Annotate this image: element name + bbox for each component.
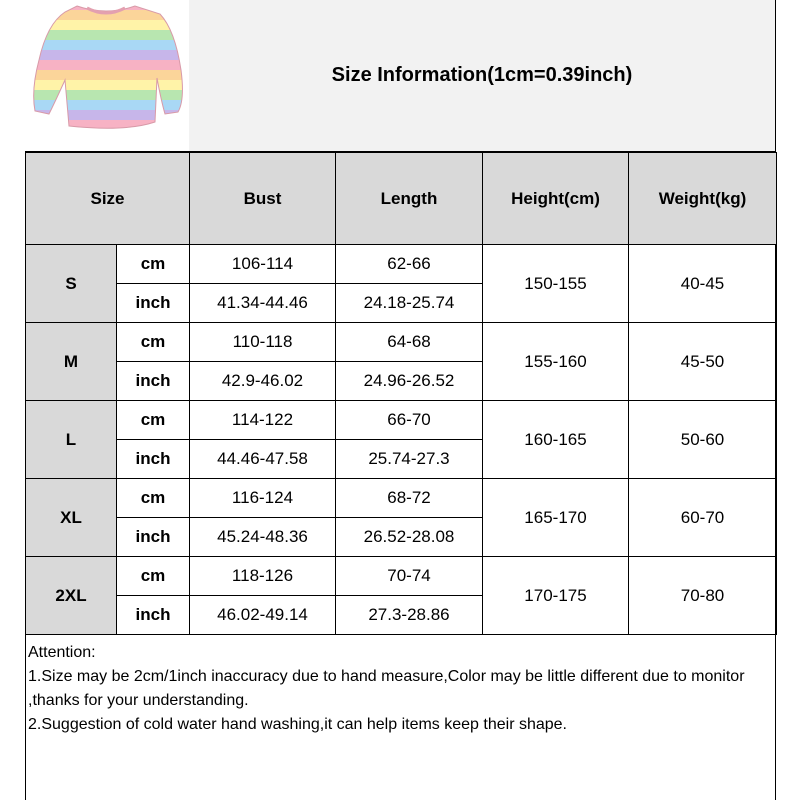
rainbow-sweatshirt-image: [25, 0, 188, 150]
weight-cell: 60-70: [629, 479, 777, 557]
length-cm-cell: 64-68: [336, 323, 483, 362]
unit-cm: cm: [117, 557, 190, 596]
page-title: Size Information(1cm=0.39inch): [331, 64, 633, 86]
unit-inch: inch: [117, 596, 190, 635]
stripe: [25, 90, 188, 100]
table-row: [26, 557, 777, 596]
size-label-2xl: 2XL: [26, 557, 117, 635]
stripe: [25, 80, 188, 90]
stripe: [25, 30, 188, 40]
bust-cm-cell: 118-126: [190, 557, 336, 596]
bust-cm-cell: 114-122: [190, 401, 336, 440]
size-label-m: M: [26, 323, 117, 401]
weight-cell: 40-45: [629, 245, 777, 323]
attention-notes: [28, 641, 773, 737]
stripe: [25, 60, 188, 70]
length-inch-cell: 24.96-26.52: [336, 362, 483, 401]
height-cell: 165-170: [483, 479, 629, 557]
height-cell: 150-155: [483, 245, 629, 323]
bust-cm-cell: 116-124: [190, 479, 336, 518]
table-row: [26, 245, 777, 284]
length-cm-cell: 62-66: [336, 245, 483, 284]
length-inch-cell: 24.18-25.74: [336, 284, 483, 323]
size-table: [25, 152, 777, 635]
height-cell: 170-175: [483, 557, 629, 635]
weight-cell: 45-50: [629, 323, 777, 401]
title-cell: [189, 0, 776, 152]
length-cm-cell: 66-70: [336, 401, 483, 440]
bust-cm-cell: 106-114: [190, 245, 336, 284]
bust-inch-cell: 44.46-47.58: [190, 440, 336, 479]
size-label-xl: XL: [26, 479, 117, 557]
size-label-l: L: [26, 401, 117, 479]
unit-cm: cm: [117, 401, 190, 440]
height-cell: 160-165: [483, 401, 629, 479]
unit-inch: inch: [117, 284, 190, 323]
bust-inch-cell: 42.9-46.02: [190, 362, 336, 401]
bust-cm-cell: 110-118: [190, 323, 336, 362]
col-header-bust: Bust: [190, 153, 336, 245]
weight-cell: 70-80: [629, 557, 777, 635]
stripe: [25, 110, 188, 120]
unit-cm: cm: [117, 479, 190, 518]
height-cell: 155-160: [483, 323, 629, 401]
stripe: [25, 0, 188, 10]
unit-cm: cm: [117, 323, 190, 362]
length-inch-cell: 25.74-27.3: [336, 440, 483, 479]
stripe: [25, 20, 188, 30]
weight-cell: 50-60: [629, 401, 777, 479]
stripe: [25, 50, 188, 60]
col-header-length: Length: [336, 153, 483, 245]
table-row: [26, 323, 777, 362]
col-header-weight: Weight(kg): [629, 153, 777, 245]
table-row: [26, 401, 777, 440]
bust-inch-cell: 46.02-49.14: [190, 596, 336, 635]
size-label-s: S: [26, 245, 117, 323]
stripe: [25, 40, 188, 50]
bust-inch-cell: 45.24-48.36: [190, 518, 336, 557]
col-header-height: Height(cm): [483, 153, 629, 245]
unit-inch: inch: [117, 518, 190, 557]
length-cm-cell: 68-72: [336, 479, 483, 518]
stripe: [25, 70, 188, 80]
bust-inch-cell: 41.34-44.46: [190, 284, 336, 323]
table-row: [26, 479, 777, 518]
unit-inch: inch: [117, 362, 190, 401]
stripe: [25, 130, 188, 140]
notes-heading: Attention:: [28, 644, 96, 661]
unit-inch: inch: [117, 440, 190, 479]
length-inch-cell: 27.3-28.86: [336, 596, 483, 635]
col-header-size: Size: [26, 153, 190, 245]
length-cm-cell: 70-74: [336, 557, 483, 596]
table-header-row: [26, 153, 777, 245]
length-inch-cell: 26.52-28.08: [336, 518, 483, 557]
notes-line-1: 1.Size may be 2cm/1inch inaccuracy due to hand measure,Color may be little different due to monitor ,thanks for your understanding.: [28, 668, 745, 709]
notes-line-2: 2.Suggestion of cold water hand washing,it can help items keep their shape.: [28, 716, 567, 733]
unit-cm: cm: [117, 245, 190, 284]
product-image-cell: [25, 0, 190, 152]
